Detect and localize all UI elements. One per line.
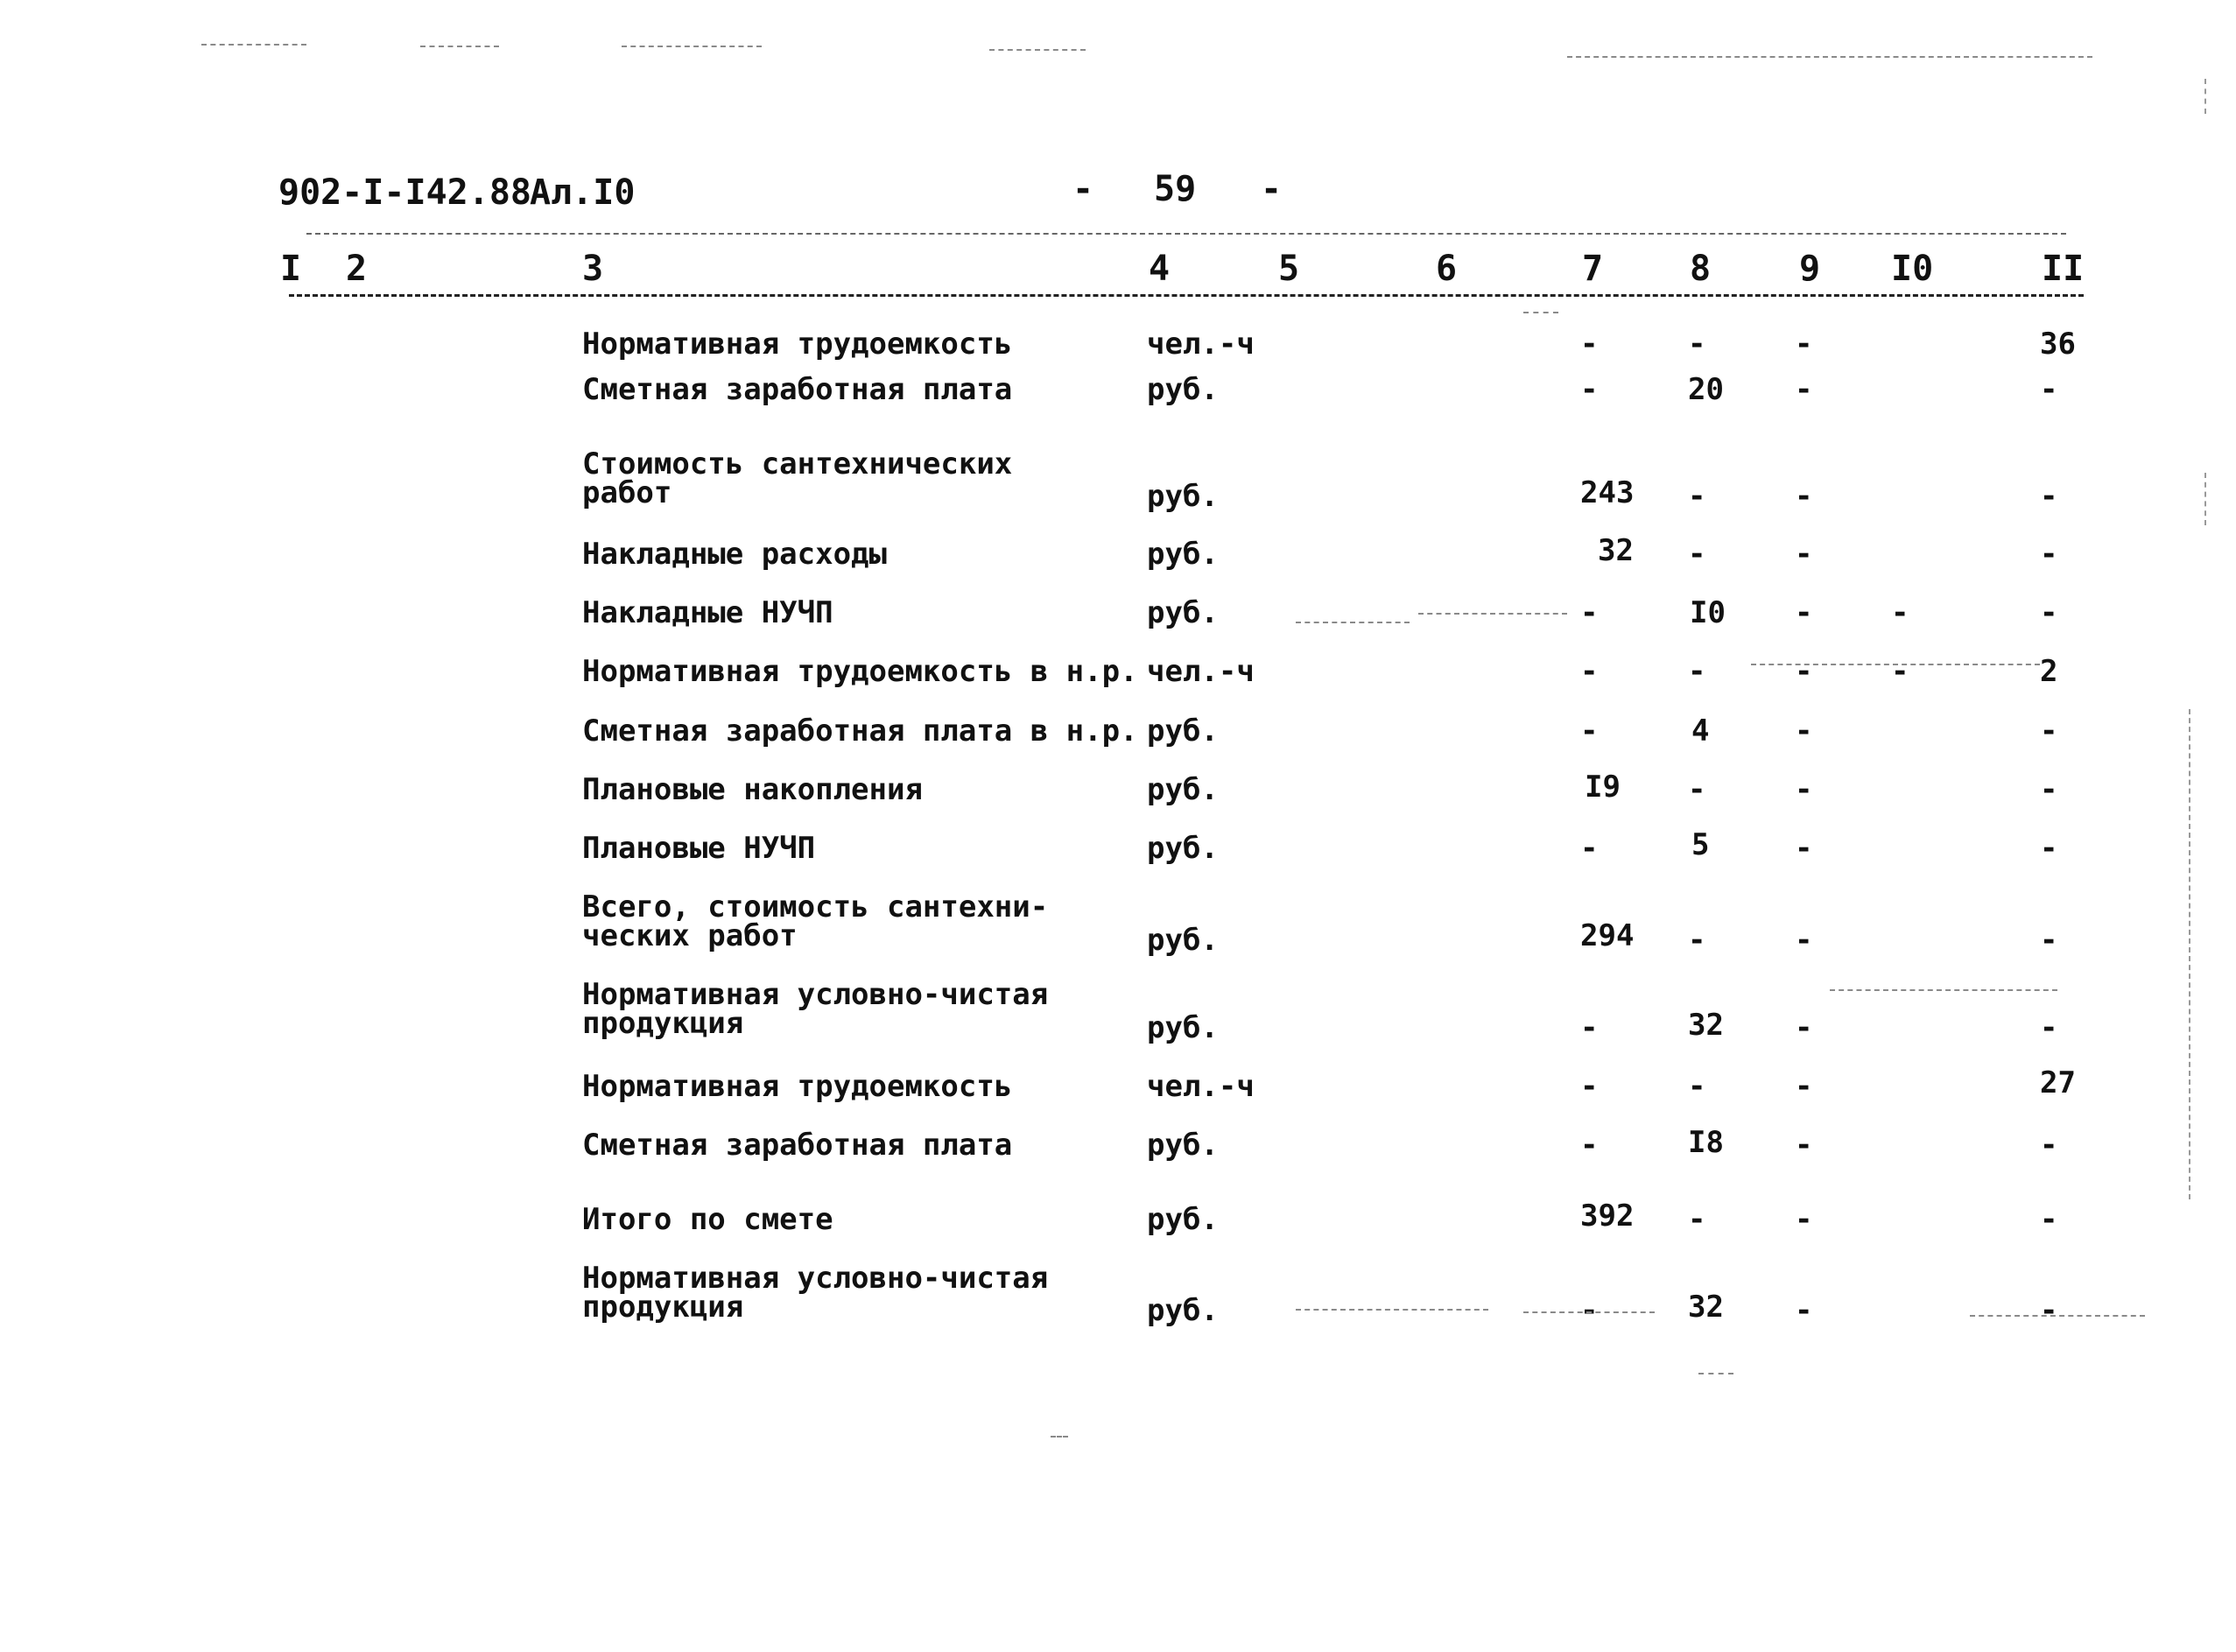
row-name: Плановые НУЧП	[582, 831, 816, 866]
cell-col8: 32	[1688, 1008, 1724, 1043]
cell-col11: -	[2040, 537, 2058, 572]
column-number: I0	[1891, 249, 1934, 289]
cell-col11: -	[2040, 923, 2058, 958]
scan-mark	[1296, 1309, 1488, 1311]
column-number: 6	[1436, 249, 1458, 289]
column-number: 2	[346, 249, 368, 289]
header-top-rule	[306, 233, 2066, 235]
cell-col7: -	[1580, 831, 1599, 866]
cell-col11: -	[2040, 479, 2058, 514]
cell-col11: 2	[2040, 654, 2058, 689]
row-name: Нормативная трудоемкость	[582, 327, 1013, 362]
cell-col9: -	[1795, 1202, 1813, 1237]
cell-col7: -	[1580, 1069, 1599, 1104]
cell-col7: -	[1580, 327, 1599, 362]
cell-col7: -	[1580, 1128, 1599, 1163]
row-name: Сметная заработная плата	[582, 1128, 1013, 1163]
cell-col8: I0	[1690, 595, 1726, 630]
row-name: Нормативная трудоемкость	[582, 1069, 1013, 1104]
cell-col9: -	[1795, 1010, 1813, 1045]
cell-col11: -	[2040, 1293, 2058, 1328]
row-name: Нормативная условно-чистая продукция	[582, 1261, 1049, 1325]
scan-mark	[1523, 312, 1558, 313]
row-unit: чел.-ч	[1147, 654, 1255, 689]
row-unit: руб.	[1147, 595, 1219, 630]
cell-col7: 294	[1580, 918, 1635, 953]
row-name: Плановые накопления	[582, 772, 923, 807]
row-unit: руб.	[1147, 372, 1219, 407]
cell-col8: -	[1688, 537, 1706, 572]
scan-edge-mark	[2204, 473, 2206, 525]
cell-col7: -	[1580, 1010, 1599, 1045]
scan-mark	[1830, 989, 2057, 991]
cell-col8: 20	[1688, 372, 1724, 407]
cell-col9: -	[1795, 537, 1813, 572]
scan-mark	[1418, 613, 1567, 615]
scan-mark	[1970, 1315, 2145, 1317]
cell-col9: -	[1795, 1069, 1813, 1104]
cell-col11: -	[2040, 1010, 2058, 1045]
row-unit: руб.	[1147, 537, 1219, 572]
cell-col7: 243	[1580, 475, 1635, 510]
cell-col9: -	[1795, 327, 1813, 362]
cell-col8: -	[1688, 327, 1706, 362]
row-name: Всего, стоимость сантехни- ческих работ	[582, 889, 1049, 954]
row-name: Накладные расходы	[582, 537, 887, 572]
row-unit: руб.	[1147, 1128, 1219, 1163]
row-unit: руб.	[1147, 1293, 1219, 1328]
header-bottom-rule	[289, 294, 2084, 297]
scan-mark	[1051, 1436, 1068, 1438]
column-number: 4	[1149, 249, 1171, 289]
row-unit: руб.	[1147, 1010, 1219, 1045]
cell-col8: -	[1688, 772, 1706, 807]
cell-col10: -	[1891, 654, 1909, 689]
cell-col7: -	[1580, 372, 1599, 407]
cell-col7: -	[1580, 714, 1599, 749]
cell-col7: I9	[1585, 770, 1621, 805]
cell-col11: -	[2040, 372, 2058, 407]
row-unit: руб.	[1147, 1202, 1219, 1237]
cell-col8: I8	[1688, 1125, 1724, 1160]
row-name: Итого по смете	[582, 1202, 833, 1237]
scan-mark	[201, 44, 306, 46]
cell-col8: 4	[1691, 714, 1710, 749]
cell-col11: -	[2040, 1202, 2058, 1237]
column-number: 3	[582, 249, 604, 289]
cell-col7: -	[1580, 1293, 1599, 1328]
cell-col11: -	[2040, 1128, 2058, 1163]
cell-col9: -	[1795, 923, 1813, 958]
cell-col7: 392	[1580, 1199, 1635, 1234]
cell-col11: -	[2040, 714, 2058, 749]
cell-col8: -	[1688, 654, 1706, 689]
column-number: 5	[1278, 249, 1300, 289]
column-number: I	[280, 249, 302, 289]
scan-mark	[989, 49, 1086, 51]
row-name: Нормативная условно-чистая продукция	[582, 977, 1049, 1042]
cell-col11: -	[2040, 595, 2058, 630]
cell-col11: 27	[2040, 1065, 2076, 1100]
cell-col9: -	[1795, 714, 1813, 749]
cell-col8: -	[1688, 479, 1706, 514]
cell-col8: -	[1688, 1069, 1706, 1104]
cell-col9: -	[1795, 595, 1813, 630]
cell-col8: -	[1688, 923, 1706, 958]
row-unit: руб.	[1147, 923, 1219, 958]
row-unit: руб.	[1147, 831, 1219, 866]
cell-col9: -	[1795, 831, 1813, 866]
cell-col7: 32	[1598, 533, 1634, 568]
album-number: Ал.I0	[530, 172, 636, 213]
scan-mark	[1751, 664, 2040, 665]
row-unit: руб.	[1147, 772, 1219, 807]
page-dash-left: -	[1072, 169, 1094, 209]
cell-col9: -	[1795, 772, 1813, 807]
page-number: 59	[1154, 169, 1197, 209]
cell-col11: -	[2040, 772, 2058, 807]
document-code: 902-I-I42.88	[278, 172, 531, 213]
cell-col9: -	[1795, 479, 1813, 514]
cell-col7: -	[1580, 654, 1599, 689]
row-unit: руб.	[1147, 714, 1219, 749]
row-name: Накладные НУЧП	[582, 595, 833, 630]
cell-col8: 5	[1691, 827, 1710, 862]
scan-edge-mark	[2189, 709, 2190, 1199]
row-name: Сметная заработная плата	[582, 372, 1013, 407]
column-number: 9	[1799, 249, 1821, 289]
cell-col9: -	[1795, 1128, 1813, 1163]
cell-col10: -	[1891, 595, 1909, 630]
cell-col8: -	[1688, 1202, 1706, 1237]
cell-col11: 36	[2040, 327, 2076, 362]
page-dash-right: -	[1261, 169, 1283, 209]
row-unit: чел.-ч	[1147, 1069, 1255, 1104]
cell-col11: -	[2040, 831, 2058, 866]
row-unit: чел.-ч	[1147, 327, 1255, 362]
cell-col8: 32	[1688, 1290, 1724, 1325]
row-unit: руб.	[1147, 479, 1219, 514]
scan-mark	[1523, 1311, 1655, 1313]
cell-col9: -	[1795, 1293, 1813, 1328]
column-number: II	[2042, 249, 2085, 289]
row-name: Сметная заработная плата в н.р.	[582, 714, 1138, 749]
row-name: Нормативная трудоемкость в н.р.	[582, 654, 1138, 689]
scan-mark	[420, 46, 499, 47]
scan-mark	[1296, 622, 1410, 623]
row-name: Стоимость сантехнических работ	[582, 446, 1013, 511]
cell-col7: -	[1580, 595, 1599, 630]
column-number: 8	[1690, 249, 1712, 289]
column-number: 7	[1582, 249, 1604, 289]
scan-mark	[622, 46, 762, 47]
scan-mark	[1567, 56, 2092, 58]
cell-col9: -	[1795, 372, 1813, 407]
cell-col9: -	[1795, 654, 1813, 689]
scan-mark	[1698, 1373, 1733, 1374]
scan-edge-mark	[2204, 79, 2206, 114]
